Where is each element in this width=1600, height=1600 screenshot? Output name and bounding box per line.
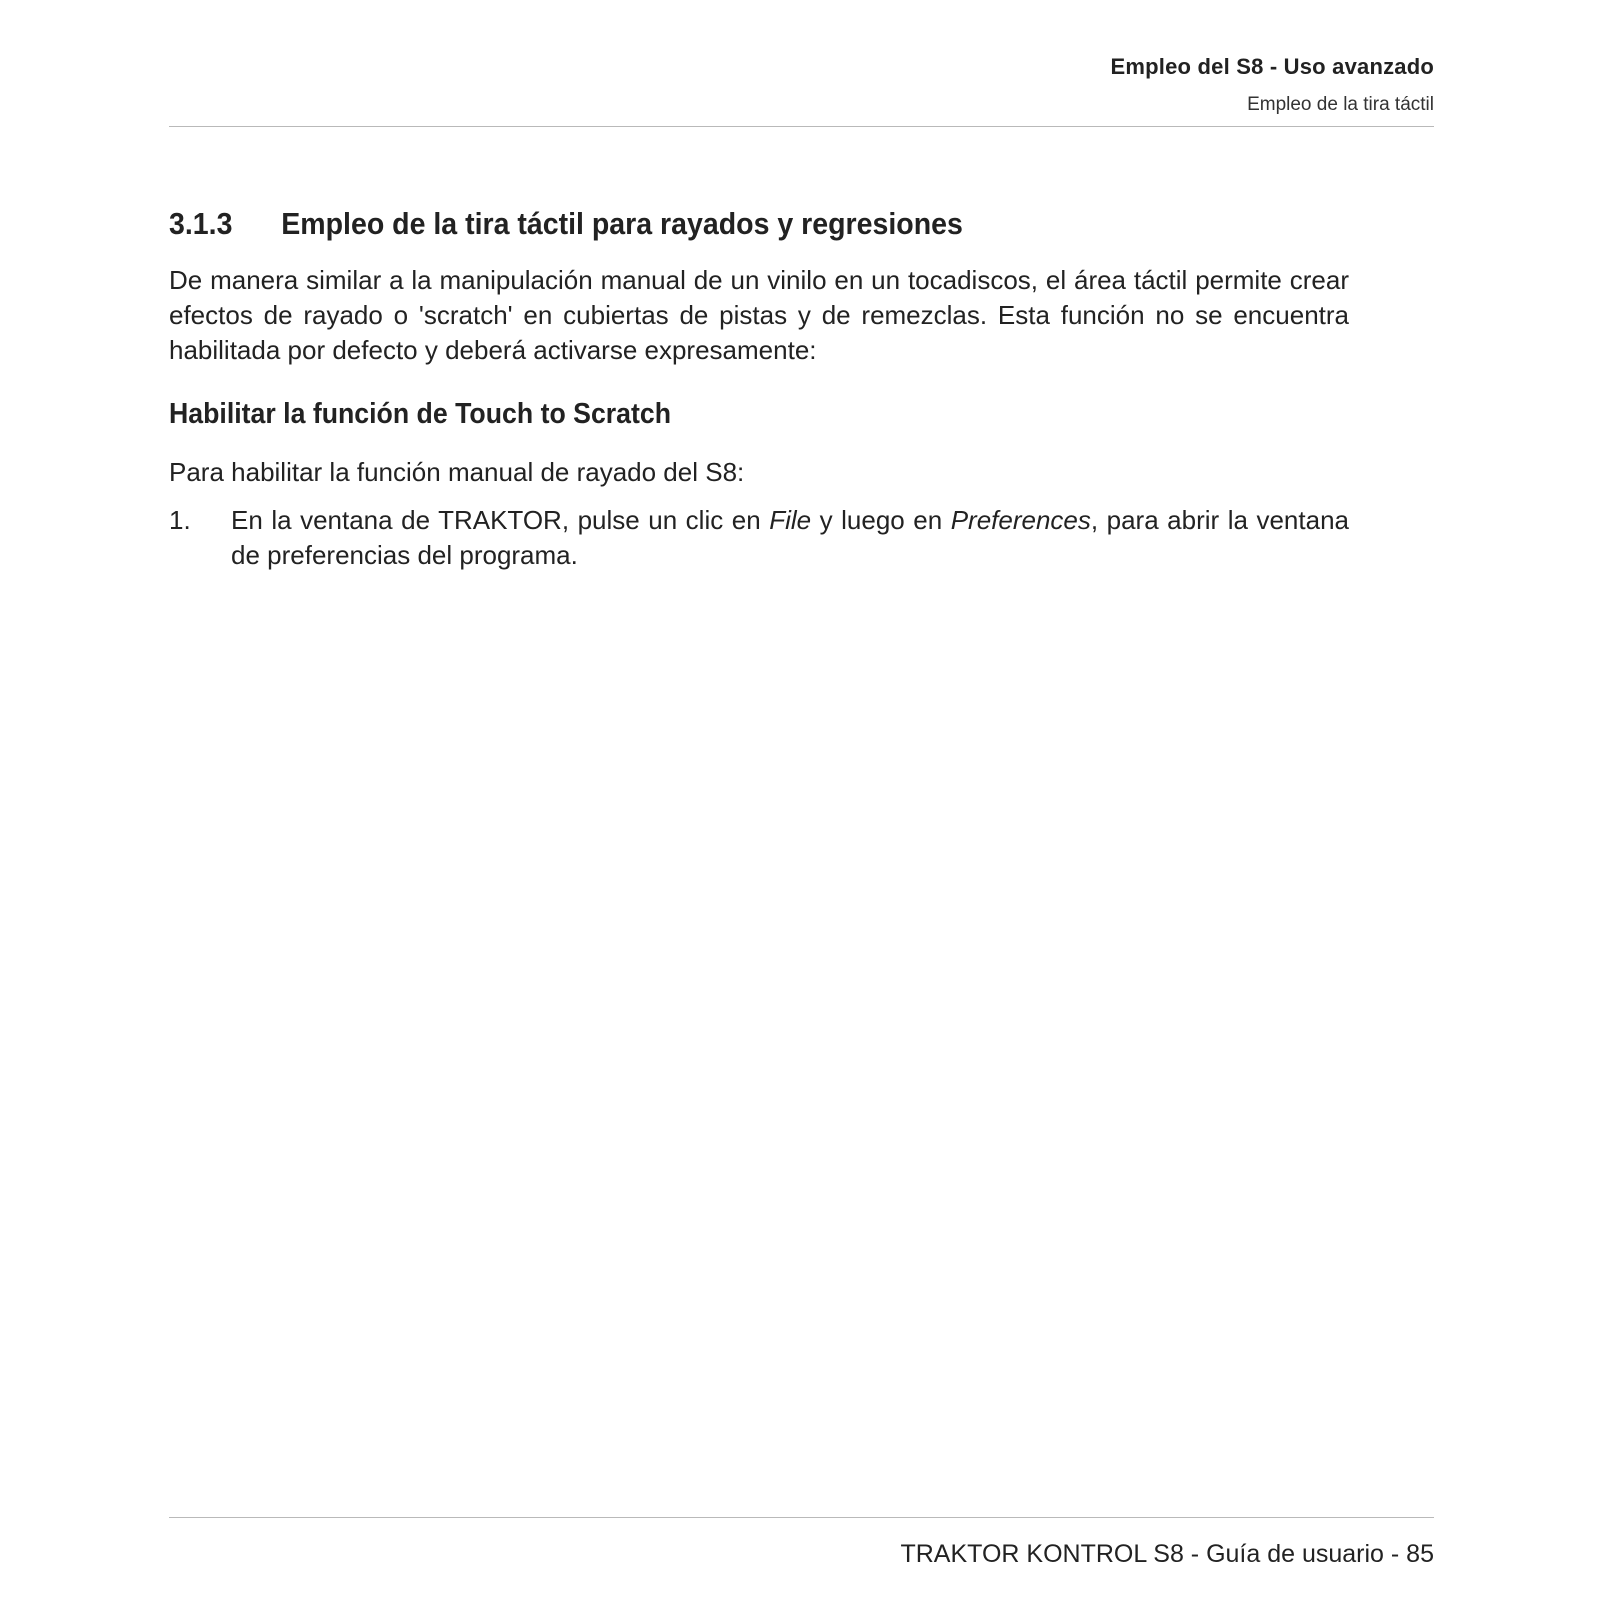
running-header-section: Empleo de la tira táctil <box>1247 94 1434 115</box>
step-text-before: En la ventana de TRAKTOR, pulse un clic en <box>231 505 770 535</box>
header-divider <box>169 126 1434 127</box>
subsection-heading: Habilitar la función de Touch to Scratch <box>169 398 672 430</box>
step-emphasis-file: File <box>769 505 812 535</box>
step-marker: 1. <box>169 505 191 535</box>
intro-paragraph: De manera similar a la manipulación manual de un vinilo en un tocadiscos, el área táctil permite crear efectos de rayado o 'scratch' en cubiertas de pistas y de remezclas. Esta función no se encuentra habilitada por defecto y deberá activarse expresamente: <box>169 265 1349 365</box>
step-content <box>231 503 1349 573</box>
section-heading <box>169 206 963 242</box>
running-header-chapter: Empleo del S8 - Uso avanzado <box>1110 54 1434 79</box>
step-item <box>169 503 1349 573</box>
step-emphasis-preferences: Preferences <box>950 505 1091 535</box>
step-text-middle: y luego en <box>811 505 951 535</box>
step-text-after: , para abrir la ventana de preferencias del programa. <box>231 505 1349 570</box>
page-footer: TRAKTOR KONTROL S8 - Guía de usuario - 85 <box>900 1540 1434 1568</box>
section-title: Empleo de la tira táctil para rayados y regresiones <box>281 206 963 241</box>
footer-divider <box>169 1517 1434 1518</box>
subsection-lead: Para habilitar la función manual de rayado del S8: <box>169 457 745 487</box>
section-number: 3.1.3 <box>169 206 233 241</box>
